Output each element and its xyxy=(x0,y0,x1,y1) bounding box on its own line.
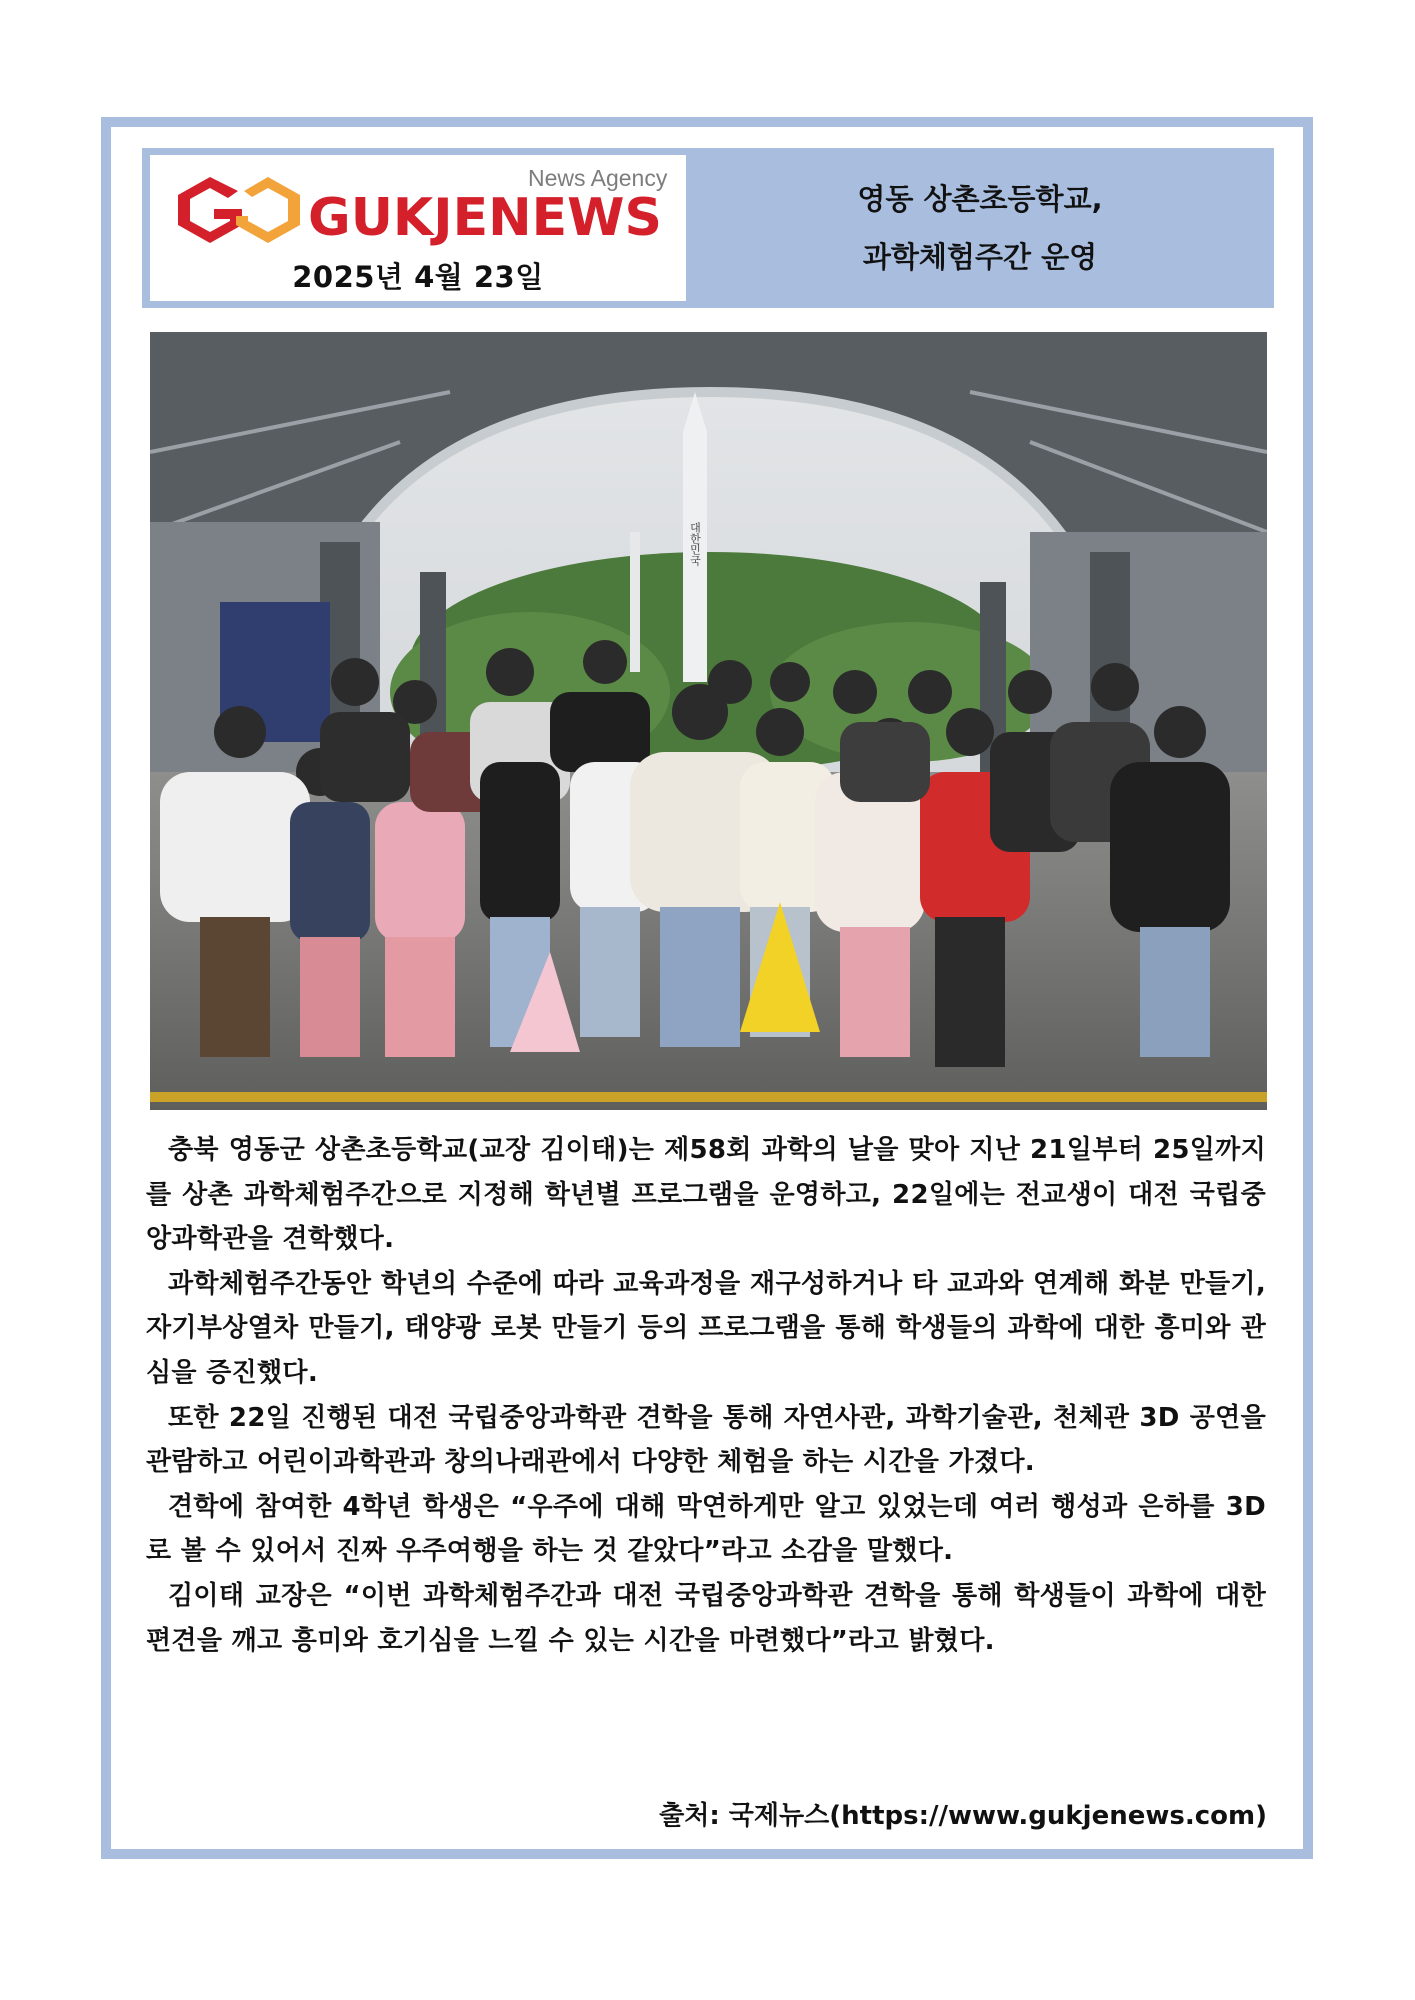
headline-line-1: 영동 상촌초등학교, xyxy=(857,182,1103,216)
logo-box xyxy=(150,155,686,301)
paragraph-1: 충북 영동군 상촌초등학교(교장 김이태)는 제58회 과학의 날을 맞아 지난 21일부터 25일까지를 상촌 과학체험주간으로 지정해 학년별 프로그램을 운영하고, 22일에는 전교생이 대전 국립중앙과학관을 견학했다. xyxy=(146,1135,1266,1255)
rocket-label: 대한민국 xyxy=(688,522,702,566)
paragraph-2: 과학체험주간동안 학년의 수준에 따라 교육과정을 재구성하거나 타 교과와 연계해 화분 만들기, 자기부상열차 만들기, 태양광 로봇 만들기 등의 프로그램을 통해 학생들의 과학에 대한 흥미와 관심을 증진했다. xyxy=(146,1268,1266,1388)
logo-tagline: News Agency xyxy=(528,165,668,191)
group-photo-illustration xyxy=(150,332,1267,1110)
paragraph-4: 견학에 참여한 4학년 학생은 “우주에 대해 막연하게만 알고 있었는데 여러 행성과 은하를 3D로 볼 수 있어서 진짜 우주여행을 하는 것 같았다”라고 소감을 말했다. xyxy=(146,1491,1266,1567)
logo-o-mark xyxy=(236,177,300,243)
article-photo xyxy=(150,332,1267,1110)
source-credit: 출처: 국제뉴스(https://www.gukjenews.com) xyxy=(659,1801,1267,1831)
paragraph-5: 김이태 교장은 “이번 과학체험주간과 대전 국립중앙과학관 견학을 통해 학생들이 과학에 대한 편견을 깨고 흥미와 호기심을 느낄 수 있는 시간을 마련했다”라고 밝혔다. xyxy=(146,1580,1266,1656)
logo-wordmark: GUKJENEWS xyxy=(308,188,662,248)
headline xyxy=(700,170,1260,286)
article-body xyxy=(146,1128,1266,1663)
logo-g-mark xyxy=(178,177,242,243)
paragraph-3: 또한 22일 진행된 대전 국립중앙과학관 견학을 통해 자연사관, 과학기술관, 천체관 3D 공연을 관람하고 어린이과학관과 창의나래관에서 다양한 체험을 하는 시간을 가졌다. xyxy=(146,1402,1266,1478)
headline-line-2: 과학체험주간 운영 xyxy=(862,240,1098,274)
issue-date: 2025년 4월 23일 xyxy=(292,260,544,294)
